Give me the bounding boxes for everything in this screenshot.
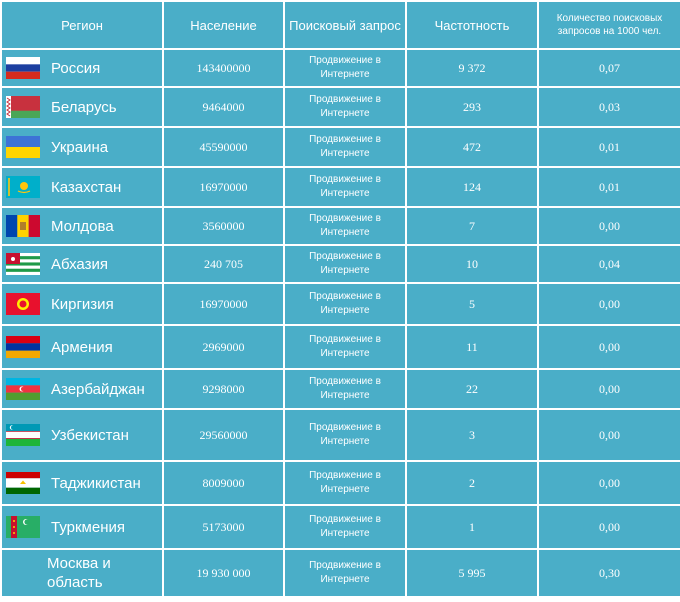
ukraine-flag-icon <box>6 136 40 158</box>
per1000-cell: 0,00 <box>538 369 680 409</box>
kazakhstan-flag-icon <box>6 176 40 198</box>
region-cell <box>1 283 163 325</box>
population-cell: 5173000 <box>163 505 284 549</box>
per1000-cell: 0,01 <box>538 167 680 207</box>
query-cell: Продвижение в Интернете <box>284 549 406 597</box>
abkhazia-flag-icon <box>6 253 40 275</box>
per1000-cell: 0,00 <box>538 325 680 369</box>
armenia-flag-icon <box>6 336 40 358</box>
table-row <box>1 87 680 127</box>
per1000-cell: 0,00 <box>538 207 680 245</box>
region-name: Узбекистан <box>51 426 129 444</box>
region-name: Молдова <box>51 217 114 235</box>
moldova-flag-icon <box>6 215 40 237</box>
table-row <box>1 49 680 87</box>
russia-flag-icon <box>6 57 40 79</box>
frequency-cell: 2 <box>406 461 538 505</box>
population-cell: 16970000 <box>163 167 284 207</box>
frequency-cell: 22 <box>406 369 538 409</box>
region-name: Армения <box>51 338 113 356</box>
region-cell <box>1 245 163 283</box>
population-cell: 8009000 <box>163 461 284 505</box>
frequency-cell: 472 <box>406 127 538 167</box>
turkmenistan-flag-icon <box>6 516 40 538</box>
table-row <box>1 461 680 505</box>
query-cell: Продвижение в Интернете <box>284 245 406 283</box>
frequency-cell: 3 <box>406 409 538 461</box>
region-name: Украина <box>51 138 109 156</box>
query-cell: Продвижение в Интернете <box>284 505 406 549</box>
header-query: Поисковый запрос <box>284 1 406 49</box>
population-cell: 9298000 <box>163 369 284 409</box>
region-cell <box>1 127 163 167</box>
region-wrap <box>6 378 162 400</box>
region-cell <box>1 207 163 245</box>
frequency-cell: 293 <box>406 87 538 127</box>
per1000-cell: 0,00 <box>538 505 680 549</box>
region-wrap <box>6 176 162 198</box>
per1000-cell: 0,04 <box>538 245 680 283</box>
population-cell: 143400000 <box>163 49 284 87</box>
region-wrap <box>6 424 162 446</box>
kyrgyzstan-flag-icon <box>6 293 40 315</box>
region-cell <box>1 49 163 87</box>
per1000-cell: 0,00 <box>538 461 680 505</box>
region-name: Россия <box>51 59 101 77</box>
header-row <box>1 1 680 49</box>
frequency-cell: 5 <box>406 283 538 325</box>
query-cell: Продвижение в Интернете <box>284 283 406 325</box>
population-cell: 45590000 <box>163 127 284 167</box>
region-wrap <box>6 293 162 315</box>
query-cell: Продвижение в Интернете <box>284 369 406 409</box>
uzbekistan-flag-icon <box>6 424 40 446</box>
per1000-cell: 0,00 <box>538 283 680 325</box>
per1000-cell: 0,07 <box>538 49 680 87</box>
population-cell: 16970000 <box>163 283 284 325</box>
frequency-cell: 11 <box>406 325 538 369</box>
region-wrap <box>6 253 162 275</box>
region-wrap <box>6 136 162 158</box>
query-cell: Продвижение в Интернете <box>284 207 406 245</box>
region-wrap <box>6 472 162 494</box>
region-cell <box>1 87 163 127</box>
table-row <box>1 283 680 325</box>
region-name: Туркмения <box>51 518 125 536</box>
query-cell: Продвижение в Интернете <box>284 409 406 461</box>
query-cell: Продвижение в Интернете <box>284 325 406 369</box>
header-per1000: Количество поисковых запросов на 1000 чел. <box>538 1 680 49</box>
population-cell: 3560000 <box>163 207 284 245</box>
region-wrap <box>6 57 162 79</box>
query-cell: Продвижение в Интернете <box>284 87 406 127</box>
population-cell: 29560000 <box>163 409 284 461</box>
header-frequency: Частотность <box>406 1 538 49</box>
table-row <box>1 369 680 409</box>
table-row <box>1 245 680 283</box>
table-row <box>1 409 680 461</box>
region-name: Киргизия <box>51 295 114 313</box>
region-wrap <box>6 96 162 118</box>
header-population: Население <box>163 1 284 49</box>
header-region: Регион <box>1 1 163 49</box>
region-cell <box>1 167 163 207</box>
query-cell: Продвижение в Интернете <box>284 49 406 87</box>
frequency-cell: 5 995 <box>406 549 538 597</box>
frequency-cell: 7 <box>406 207 538 245</box>
belarus-flag-icon <box>6 96 40 118</box>
region-name: Москва и область <box>47 555 111 591</box>
table-row <box>1 325 680 369</box>
table-row <box>1 549 680 597</box>
per1000-cell: 0,03 <box>538 87 680 127</box>
region-name: Беларусь <box>51 98 117 116</box>
population-cell: 19 930 000 <box>163 549 284 597</box>
table-row <box>1 167 680 207</box>
table-row <box>1 127 680 167</box>
per1000-cell: 0,00 <box>538 409 680 461</box>
per1000-cell: 0,01 <box>538 127 680 167</box>
region-wrap <box>6 516 162 538</box>
table-row <box>1 505 680 549</box>
region-wrap <box>6 215 162 237</box>
region-cell <box>1 549 163 597</box>
per1000-cell: 0,30 <box>538 549 680 597</box>
tajikistan-flag-icon <box>6 472 40 494</box>
frequency-cell: 124 <box>406 167 538 207</box>
table-row <box>1 207 680 245</box>
region-name: Таджикистан <box>51 474 141 492</box>
region-name: Казахстан <box>51 178 122 196</box>
region-cell <box>1 325 163 369</box>
frequency-cell: 10 <box>406 245 538 283</box>
population-cell: 2969000 <box>163 325 284 369</box>
query-cell: Продвижение в Интернете <box>284 127 406 167</box>
query-cell: Продвижение в Интернете <box>284 167 406 207</box>
frequency-cell: 9 372 <box>406 49 538 87</box>
region-cell <box>1 505 163 549</box>
region-name: Абхазия <box>51 255 108 273</box>
population-cell: 9464000 <box>163 87 284 127</box>
region-name: Азербайджан <box>51 380 145 398</box>
region-cell <box>1 369 163 409</box>
region-wrap <box>6 336 162 358</box>
query-cell: Продвижение в Интернете <box>284 461 406 505</box>
region-cell <box>1 461 163 505</box>
azerbaijan-flag-icon <box>6 378 40 400</box>
region-cell <box>1 409 163 461</box>
population-cell: 240 705 <box>163 245 284 283</box>
frequency-cell: 1 <box>406 505 538 549</box>
